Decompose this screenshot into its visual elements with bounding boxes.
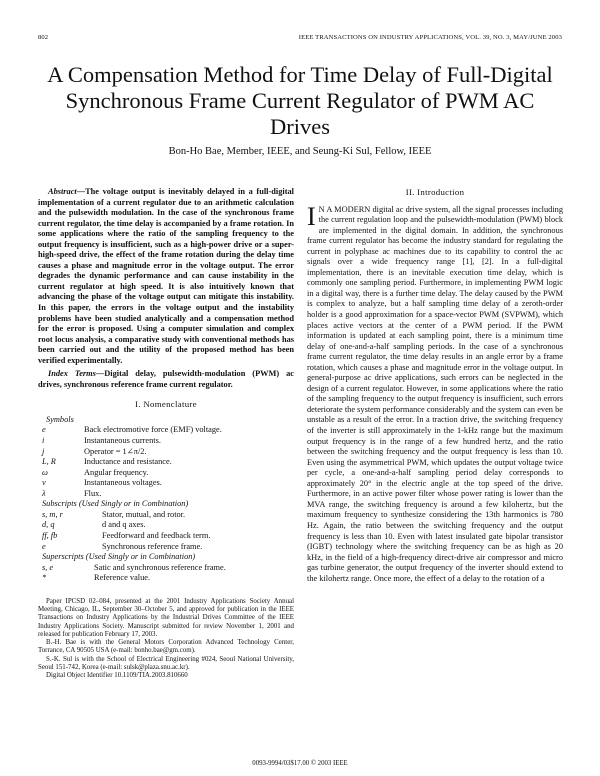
- subscript-row: ff, fb Feedforward and feedback term.: [42, 530, 211, 540]
- author-line: Bon-Ho Bae, Member, IEEE, and Seung-Ki Sul, Fellow, IEEE: [168, 146, 432, 157]
- symbol-row: L, R Inductance and resistance.: [42, 457, 172, 467]
- superscripts-list: [38, 563, 294, 584]
- index-terms-label: Index Terms: [48, 369, 96, 379]
- page-number: 802: [38, 34, 49, 41]
- footnote-paper-info: Paper IPCSD 02–084, presented at the 2001 Industry Applications Society Annual Meeting, Chicago, IL, September 30–October 5, and approved for publication in the IEEE Transactions on Industry Applications by the Industrial Drives Committee of the IEEE Industry Applications Society. Manuscript submitted for review November 1, 2001 and released for publication February 17, 2003.: [38, 597, 294, 638]
- symbol-row: v Instantaneous voltages.: [42, 478, 162, 488]
- footnotes: [38, 598, 294, 681]
- introduction-heading: II. Introduction: [405, 187, 465, 197]
- introduction-body: [307, 201, 563, 585]
- drop-cap: I: [307, 201, 316, 231]
- superscript-row: s, e Satic and synchronous reference frame.: [42, 562, 226, 572]
- symbol-row: e Back electromotive force (EMF) voltage.: [42, 425, 222, 435]
- symbol-row: i Instantaneous currents.: [42, 436, 161, 446]
- index-terms: [38, 369, 294, 390]
- footnote-author-bae: B.-H. Bae is with the General Motors Corporation Advanced Technology Center, Torrance, CA 90505 USA (e-mail: bonho.bae@gm.com).: [38, 639, 294, 655]
- subscript-row: s, m, r Stator, mutual, and rotor.: [42, 509, 186, 519]
- nomenclature-heading: I. Nomenclature: [135, 399, 197, 410]
- left-column: [38, 187, 294, 681]
- subscript-row: e Synchronous reference frame.: [42, 541, 203, 551]
- symbols-list: [38, 425, 294, 499]
- abstract-label: Abstract: [48, 187, 77, 196]
- footnote-doi: Digital Object Identifier 10.1109/TIA.2003.810660: [46, 672, 188, 680]
- symbol-row: j Operator = 1∠π/2.: [42, 446, 147, 456]
- introduction-text: N A MODERN digital ac drive system, all the signal processes including the current regulation loop and the pulsewidth-modulation (PWM) block are implemented in the digital domain. In addition, the synchronous frame current regulator has become the industry standard for regulating the current in polyphase ac machines due to its capability to control the ac signals over a wide frequency range [1], [2]. In a full-digital implementation, there is an inevitable execution time delay, which is commonly one sampling period. Furthermore, in implementing PWM logic in a digital way, there is a further time delay. The delay caused by the PWM is complex to analyze, but a half sampling time delay of a zeroth-order holder is a good approximation for a space-vector PWM (SVPWM), which places active vectors at the center of a PWM period. If the PWM information is updated at each sampling point, there is a minimum time delay of one-and-a-half sampling periods. In the case of a synchronous frame current regulator, the time delay results in an angle error by a frame rotation, which causes a phase and magnitude error in the voltage output. In general-purpose ac drive applications, such errors can be neglected in the design of a current regulator. However, in some applications where the ratio of the sampling frequency to the output frequency is insufficient, such errors deteriorate the system performance considerably and the system can even be unstable as a result of the error. In a traction drive, the switching frequency of the inverter is still approximately in the 1-kHz range but the maximum output frequency is in the range of a few hundred hertz, and the ratio between the switching frequency and the output frequency is less than 10. Even using the asymmetrical PWM, which updates the output voltage twice per cycle, a one-and-a-half sampling period delay corresponds to approximately 20° in the electric angle at the top speed of the drive. Furthermore, in an active power filter whose power rating is lower than the MVA range, the switching frequency is around a few kilohertz, but the maximum frequency to synthesize considering the 13th harmonics is 780 Hz. Again, the ratio between the switching frequency and the output frequency is less than 10. Even with latest insulated gate bipolar transistor (IGBT) technology where the switching frequency can be as high as 20 kHz, in the field of a high-frequency direct-drive air compressor and micro gas turbine generator, the output frequency of the inverter should extend to the kilohertz range. Once more, the effect of a delay to the rotation of a: [307, 204, 563, 583]
- index-terms-text: —Digital delay, pulsewidth-modulation (PWM) ac drives, synchronous reference frame current regulator.: [38, 369, 294, 389]
- symbols-label: Symbols: [46, 414, 74, 424]
- journal-header: IEEE TRANSACTIONS ON INDUSTRY APPLICATIONS, VOL. 39, NO. 3, MAY/JUNE 2003: [298, 34, 562, 41]
- abstract: [38, 187, 294, 366]
- copyright-footer: 0093-9994/03$17.00 © 2003 IEEE: [252, 760, 348, 767]
- subscripts-label: Subscripts (Used Singly or in Combination): [42, 499, 189, 509]
- abstract-text: —The voltage output is inevitably delayed in a full-digital implementation of a current regulator due to an arithmetic calculation and the pulsewidth modulation. In the case of the synchronous frame current regulator, the time delay is accompanied by a frame rotation. In some applications where the ratio of the sampling frequency to the output frequency is insufficient, such as a high-power drive or a super-high-speed drive, the effect of the frame rotation during the delay time causes a phase and magnitude error in the voltage output. The error degrades the dynamic performance and can cause instability in the current regulator at high speed. It is also intuitively known that advancing the phase of the voltage output can mitigate this instability. In this paper, the errors in the voltage output and the instability problems have been studied analytically and a compensation method for the error is proposed. Using a computer simulation and complex root locus analysis, a comparative study with conventional methods has been carried out and the utility of the proposed method has been verified experimentally.: [38, 187, 294, 365]
- subscript-row: d, q d and q axes.: [42, 520, 146, 530]
- superscripts-label: Superscripts (Used Singly or in Combination): [42, 552, 196, 562]
- paper-title: A Compensation Method for Time Delay of Full-Digital Synchronous Frame Current Regulator of PWM AC Drives: [47, 62, 553, 139]
- subscripts-list: [38, 510, 294, 552]
- superscript-row: * Reference value.: [42, 573, 151, 583]
- symbol-row: λ Flux.: [42, 488, 102, 498]
- right-column: [307, 187, 563, 584]
- footnote-author-sul: S.-K. Sul is with the School of Electrical Engineering #024, Seoul National University, Seoul 151-742, Korea (e-mail: sulsk@plaza.snu.ac.kr).: [38, 655, 294, 672]
- symbol-row: ω Angular frequency.: [42, 467, 149, 477]
